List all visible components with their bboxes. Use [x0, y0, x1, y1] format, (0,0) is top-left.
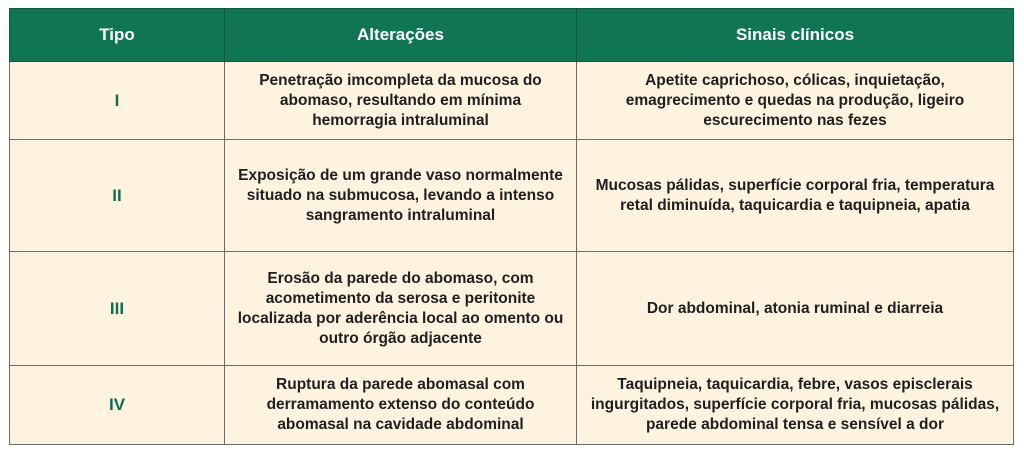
cell-sinais-clinicos: Dor abdominal, atonia ruminal e diarreia — [577, 252, 1014, 366]
cell-sinais-clinicos: Mucosas pálidas, superfície corporal fria, temperatura retal diminuída, taquicardia e taquipneia, apatia — [577, 140, 1014, 252]
cell-alteracoes: Ruptura da parede abomasal com derramamento extenso do conteúdo abomasal na cavidade abdominal — [225, 366, 577, 445]
cell-sinais-clinicos: Apetite caprichoso, cólicas, inquietação, emagrecimento e quedas na produção, ligeiro escurecimento nas fezes — [577, 62, 1014, 140]
cell-tipo: IV — [10, 366, 225, 445]
table-row — [10, 252, 1014, 366]
cell-tipo: I — [10, 62, 225, 140]
header-sinais-clinicos: Sinais clínicos — [577, 9, 1014, 62]
cell-alteracoes: Erosão da parede do abomaso, com acometimento da serosa e peritonite localizada por aderência local ao omento ou outro órgão adjacente — [225, 252, 577, 366]
cell-tipo: II — [10, 140, 225, 252]
ulcer-types-table — [9, 8, 1014, 445]
header-alteracoes: Alterações — [225, 9, 577, 62]
cell-alteracoes: Penetração imcompleta da mucosa do abomaso, resultando em mínima hemorragia intraluminal — [225, 62, 577, 140]
cell-tipo: III — [10, 252, 225, 366]
cell-alteracoes: Exposição de um grande vaso normalmente situado na submucosa, levando a intenso sangramento intraluminal — [225, 140, 577, 252]
table-row — [10, 62, 1014, 140]
header-tipo: Tipo — [10, 9, 225, 62]
cell-sinais-clinicos: Taquipneia, taquicardia, febre, vasos episclerais ingurgitados, superfície corporal fria, mucosas pálidas, parede abdominal tensa e sensível a dor — [577, 366, 1014, 445]
header-row — [10, 9, 1014, 62]
table-row — [10, 366, 1014, 445]
table-header — [10, 9, 1014, 62]
table-row — [10, 140, 1014, 252]
table-body — [10, 62, 1014, 445]
ulcer-types-table-container — [9, 8, 1013, 445]
